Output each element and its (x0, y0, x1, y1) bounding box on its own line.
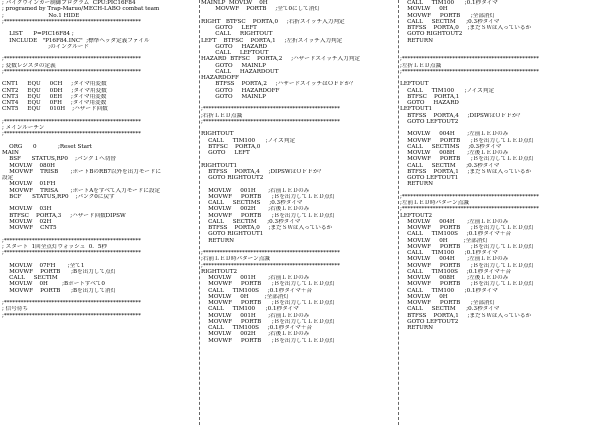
code-line: LEFT BTFSC PORTA,1 ;左折スイッチ入力判定 (201, 37, 343, 44)
code-line: LEFTOUT (400, 81, 429, 88)
code-line: ;************************************************* (2, 68, 141, 75)
code-line (400, 338, 598, 344)
code-line: BTFSC PORTA,0 (201, 143, 261, 150)
code-line: MOVWF PORTB ;Ｂを出力してＬＥＤ点灯 (201, 281, 336, 288)
code-line: GOTO MAINLP (201, 93, 266, 100)
code-line: MOVLW 004H ;左前ＬＥＤのみ (400, 256, 509, 263)
code-line: MOVLW 02H (2, 218, 52, 225)
code-line: GOTO HAZARDOFF (201, 87, 280, 94)
code-line: MOVLW 008H ;左後ＬＥＤのみ (400, 275, 509, 281)
code-line: ;************************************************* (2, 312, 141, 319)
code-line: ;************************************************* (201, 262, 340, 269)
code-line: MOVWF PORTB ;Ｂを出力してＬＥＤ点灯 (400, 281, 535, 288)
code-line: MOVWF PORTB ;Ｂを出力してＬＥＤ点灯 (201, 337, 336, 344)
code-line: MOVWF PORTB ;Bを出力して点灯 (2, 268, 117, 275)
code-line: MOVWF PORTB ;Ｂを出力してＬＥＤ点灯 (400, 243, 535, 250)
code-line: MOVWF CNT5 (2, 225, 57, 231)
code-line: MOVLW 0H ;全部消灯 (400, 237, 488, 244)
code-line: MOVLW 004H ;左前ＬＥＤのみ (400, 131, 509, 138)
code-line: MOVWF PORTB ;Ｂを出力してＬＥＤ点灯 (400, 225, 535, 231)
code-line: CNT1 EQU 0CH ;タイマ用変数 (2, 81, 107, 88)
code-line: LEFTOUT2 (400, 212, 433, 219)
code-line: ; No.1 HIDE (2, 12, 80, 19)
column-divider (398, 0, 399, 425)
code-line: ORG 0 ;Reset Start (2, 143, 92, 150)
code-line: ;右前ＬＥＤ時パターン点滅 (201, 256, 270, 263)
code-line: CALL TIM100S ;0.1秒タイマ＋音 (400, 231, 512, 238)
code-line: MOVLW 004H ;左前ＬＥＤのみ (400, 218, 509, 225)
code-line: RETURN (400, 181, 433, 188)
code-line: GOTO RIGHTOUT2 (201, 175, 264, 181)
code-line: MOVWF PORTB ;全部消灯 (400, 300, 496, 306)
code-line: CALL HAZARDOUT (201, 68, 279, 75)
code-line: MOVLW 0H (400, 293, 448, 300)
code-line: CALL TIM100S ;0.1秒タイマ＋音 (201, 325, 313, 331)
code-line: GOTO HAZARD (201, 43, 268, 50)
code-line: ;************************************************* (201, 250, 340, 256)
code-line: CALL TIM100 ;0.1秒タイマ (400, 250, 498, 256)
code-line: CALL RIGHTOUT (201, 31, 273, 38)
code-line: CALL TIM100S ;0.1秒タイマ＋音 (400, 268, 512, 275)
code-line: CALL SECTIM ;0.3秒タイマ (400, 306, 500, 313)
code-line: CNT4 EQU 0FH ;タイマ用変数 (2, 100, 107, 106)
code-line: ;************************************************* (400, 193, 539, 200)
code-line: CALL SECTIM ;0.3秒タイマ (400, 162, 500, 169)
code-line: HAZARDOFF (201, 75, 239, 81)
code-line: LEFTOUT1 (400, 106, 433, 113)
code-line: MOVLW 0H (400, 6, 448, 13)
code-line: MOVWF PORTB ;Ｂを出力してＬＥＤ点灯 (400, 262, 535, 269)
code-line: CNT3 EQU 0EH ;タイマ用変数 (2, 93, 107, 100)
code-line: ;************************************************* (2, 131, 141, 138)
code-line: MOVLW 0H ;Bポートすべて0 (2, 281, 105, 288)
code-line: BTFSS PORTA,0 ;まだＳＷは入っているか (400, 25, 532, 31)
code-line: MOVLW 07FH ;全て1 (2, 262, 85, 269)
code-line: MOVLW 001H ;右前ＬＥＤのみ (201, 312, 310, 319)
code-line: LIST P=PIC16F84 ; (2, 31, 74, 38)
code-line: ;************************************************* (2, 56, 141, 63)
code-line: BTFSS PORTA,1 ;まだＳＷは入っているか (400, 312, 532, 319)
code-line: GOTO HAZARD (400, 100, 459, 106)
code-line: BTFSS PORTA,4 ;DIPSWはＯＦＦか？ (201, 168, 325, 175)
code-line: BSF STATUS,RP0 ;バンク１へ切替 (2, 156, 117, 163)
code-line: ;************************************************* (400, 56, 539, 63)
code-line: ;左前ＬＥＤ時パターン点滅 (400, 200, 469, 206)
code-line: RIGHT BTFSC PORTA,0 ;右折スイッチ入力判定 (201, 18, 345, 25)
code-line: MOVLW 001H ;右前ＬＥＤのみ (201, 275, 310, 281)
code-line: MOVLW 080H (2, 162, 56, 169)
code-line: ; メインルーチン (2, 125, 45, 131)
code-line: MOVLW 001H ;右前ＬＥＤのみ (201, 187, 310, 194)
code-line: HAZARD BTFSC PORTA,2 ;ハザードスイッチ入力判定 (201, 56, 360, 63)
code-line: GOTO RIGHTOUT2 (400, 31, 463, 38)
code-line: CALL SECTIMS ;0.3秒タイマ (400, 143, 502, 150)
code-line: CNT2 EQU 0DH ;タイマ用変数 (2, 87, 107, 94)
code-line: BCF STATUS,RP0 ;バンク0に戻す (2, 193, 115, 200)
listing-column-3 (400, 0, 598, 425)
code-line: RETURN (400, 325, 433, 331)
code-line: RIGHTOUT2 (201, 268, 238, 275)
code-line: CALL TIM100 ;0.1秒タイマ (201, 306, 299, 313)
code-line: ; 信号待ち (2, 306, 29, 313)
code-line: CALL TIM100 ;0.1秒タイマ (400, 287, 498, 294)
code-line: INCLUDE "P16F84.INC" ;標準ヘッダ定義ファイル (2, 37, 150, 44)
code-line: MAINLP MOVLW 0H (201, 0, 268, 6)
code-line: BTFSC PORTA,3 ;ハザード回数DIPSW (2, 212, 126, 219)
code-line: RETURN (201, 237, 234, 244)
code-line: MOVLW 002H ;右後ＬＥＤのみ (201, 331, 310, 338)
code-line: BTFSS PORTA,4 ;DIPSWはＯＦＦか？ (400, 112, 524, 119)
code-line: ;************************************************* (201, 106, 340, 113)
code-line: MAIN (2, 150, 19, 156)
code-line: GOTO LEFTOUT2 (400, 118, 459, 125)
code-line: MOVLW 0H ;全部消灯 (201, 293, 289, 300)
code-line: MOVWF PORTB ;全部消灯 (400, 12, 496, 19)
code-line: CALL SECTIM ;0.3秒タイマ (201, 218, 301, 225)
code-line: ;右折ＬＥＤ点滅 (201, 112, 243, 119)
column-divider (199, 0, 200, 425)
code-line: MOVLW 01FH (2, 181, 56, 188)
code-line: MOVWF TRISA ;ポートAをすべて入力モードに設定 (2, 187, 161, 194)
code-line: ;のインクルード (2, 43, 89, 50)
code-line: ;************************************************* (2, 250, 141, 256)
code-line: MOVWF PORTB ;Ｂを出力してＬＥＤ点灯 (400, 156, 535, 163)
listing-column-1 (2, 0, 198, 425)
code-line: ;************************************************* (400, 68, 539, 75)
code-line: RIGHTOUT (201, 131, 234, 138)
code-line: GOTO LEFT (201, 150, 250, 156)
code-line: RIGHTOUT1 (201, 162, 238, 169)
code-line: MOVWF PORTB ;Ｂを出力してＬＥＤ点灯 (400, 137, 535, 144)
code-line: GOTO RIGHTOUT1 (201, 231, 264, 238)
code-line: MOVWF PORTB ;Ｂを出力してＬＥＤ点灯 (201, 212, 336, 219)
code-line: MOVLW 008H ;左後ＬＥＤのみ (400, 150, 509, 156)
code-line: CNT5 EQU 010H ;ハザード回数 (2, 106, 108, 113)
code-line: RETURN (400, 37, 433, 44)
code-line: MOVWF PORTB ;Ｂを出力してＬＥＤ点灯 (201, 193, 336, 200)
code-line: MOVWF PORTB ;Ｂを出力してＬＥＤ点灯 (201, 318, 336, 325)
code-line: CALL SECTIM (2, 275, 58, 281)
listing-column-2 (201, 0, 396, 425)
code-line: CALL TIM100S ;0.1秒タイマ＋音 (201, 287, 313, 294)
code-line: CALL LEFTOUT (201, 50, 269, 56)
code-line: MOVWF PORTB ;全て0にして消灯 (201, 6, 321, 13)
code-line: MOVWF PORTB ;Bを出力して消灯 (2, 287, 117, 294)
code-line: ;左折ＬＥＤ点滅 (400, 62, 442, 69)
code-line: GOTO LEFTOUT1 (400, 175, 459, 181)
code-line: 設定 (2, 175, 14, 181)
code-line: CALL TIM100 ;ノイズ判定 (400, 87, 495, 94)
code-line: ; 変数レジスタの定義 (2, 62, 56, 69)
code-line: MOVWF PORTB ;Ｂを出力してＬＥＤ点灯 (201, 300, 336, 306)
code-line: ;************************************************* (2, 18, 141, 25)
code-line: MOVWF TRISB ;ポートBのRB7以外を出力モードに (2, 168, 162, 175)
code-line: ;************************************************* (201, 118, 340, 125)
code-line: CALL TIM100 ;ノイズ判定 (201, 137, 296, 144)
code-line: ; programed by Trap-Maruo/MECH-LABO combat team (2, 6, 160, 13)
code-line: ; バイクウインカー制御プログラム CPU:PIC16F84 (2, 0, 136, 6)
code-line: GOTO MAINLP (201, 62, 266, 69)
code-line: BTFSS PORTA,2 ;ハザードスイッチはＯＦＦか？ (201, 81, 356, 88)
code-line: CALL TIM100 ;0.1秒タイマ (400, 0, 498, 6)
code-line: MOVLW 002H ;右後ＬＥＤのみ (201, 206, 310, 213)
code-line: ;************************************************* (2, 300, 141, 306)
code-line: ;************************************************* (2, 237, 141, 244)
code-line: GOTO LEFT (201, 25, 257, 31)
code-line: BTFSC PORTA,1 (400, 93, 460, 100)
code-line: ; スタート 1回全点灯ウォッシュ 0．5秒 (2, 243, 108, 250)
code-line: GOTO LEFTOUT2 (400, 318, 459, 325)
code-line: BTFSS PORTA,0 ;まだＳＷは入っているか (201, 225, 333, 231)
code-line (2, 319, 198, 325)
code-line: MOVLW 03H (2, 206, 52, 213)
code-line: ;************************************************* (2, 118, 141, 125)
code-line: BTFSS PORTA,1 ;まだＳＷは入っているか (400, 168, 532, 175)
code-line: CALL SECTIMS ;0.3秒タイマ (201, 200, 303, 206)
code-line: CALL SECTIM ;0.3秒タイマ (400, 18, 500, 25)
code-line: ;************************************************* (400, 206, 539, 213)
